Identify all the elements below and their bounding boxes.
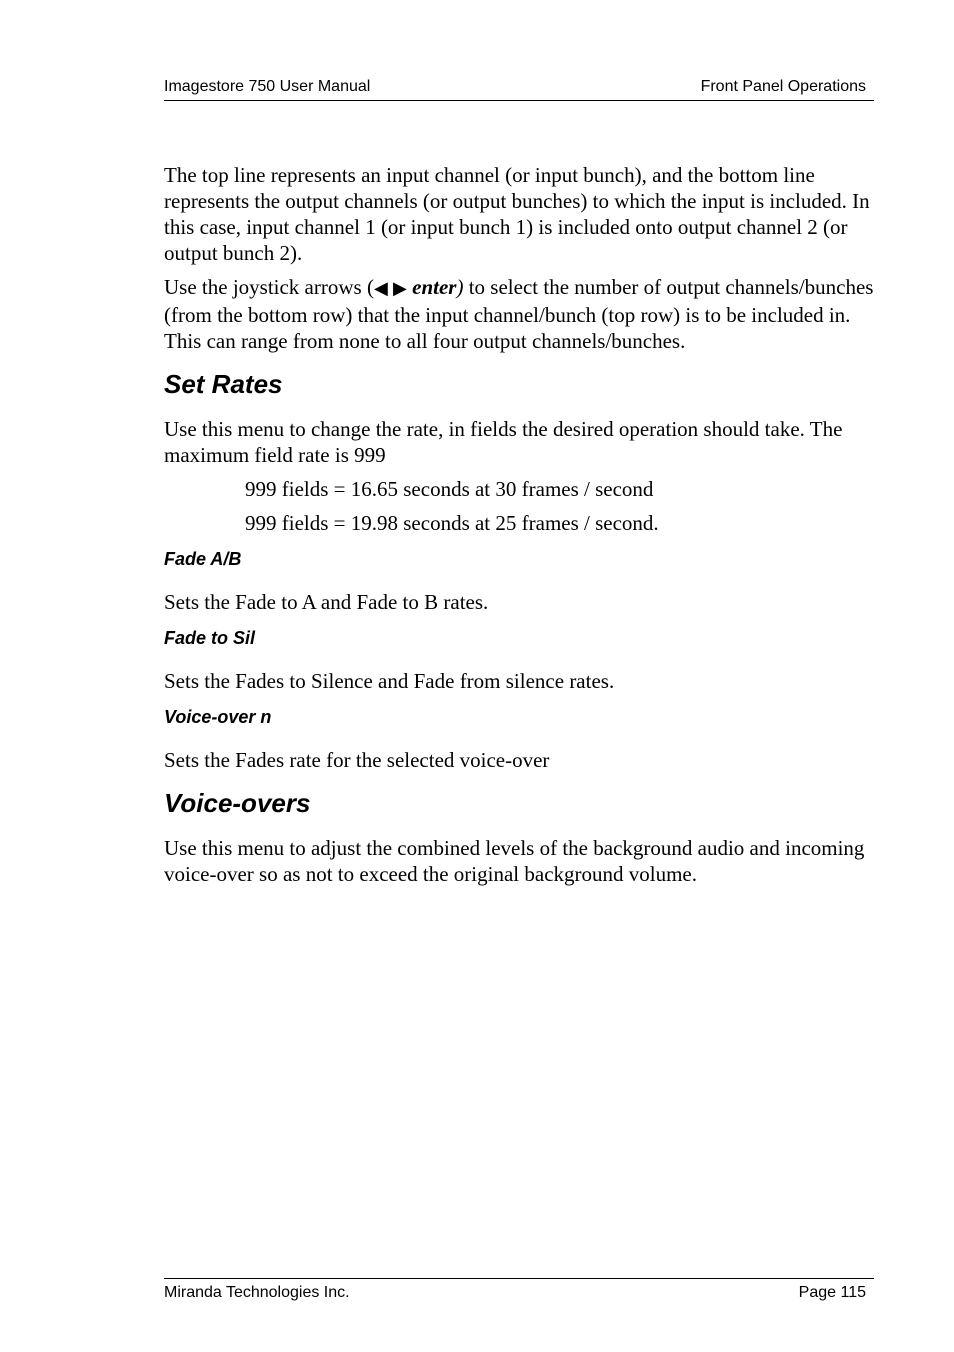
right-triangle-icon: ▶ [393, 278, 407, 299]
footer-company: Miranda Technologies Inc. [164, 1284, 350, 1301]
footer-page-number: Page 115 [798, 1284, 866, 1301]
set-rates-line-25fps: 999 fields = 19.98 seconds at 25 frames / second. [245, 511, 659, 535]
voice-over-n-text: Sets the Fades rate for the selected voice-over [164, 748, 550, 772]
left-triangle-icon: ◀ [373, 278, 388, 299]
enter-key-label: enter [412, 275, 457, 299]
joystick-close-paren: ) [456, 275, 464, 299]
joystick-paragraph [164, 274, 874, 354]
set-rates-line-30fps: 999 fields = 16.65 seconds at 30 frames / second [245, 477, 654, 501]
fade-to-sil-heading: Fade to Sil [164, 628, 256, 648]
intro-paragraph: The top line represents an input channel (or input bunch), and the bottom line represents the output channels (or output bunches) to which the input is included. In this case, input channel 1 (or input bunch 1) is included onto output channel 2 (or output bunch 2). [164, 163, 870, 265]
joystick-text-end: to select the number of output channels/bunches (from the bottom row) that the input channel/bunch (top row) is to be included in. This can range from none to all four output channels/bunches. [164, 275, 874, 353]
header-section: Front Panel Operations [700, 78, 866, 95]
voice-over-n-heading: Voice-over n [164, 707, 272, 727]
voice-overs-text: Use this menu to adjust the combined levels of the background audio and incoming voice-over so as not to exceed the original background volume. [164, 836, 865, 886]
fade-ab-heading: Fade A/B [164, 549, 242, 569]
joystick-text-start: Use the joystick arrows ( [164, 275, 374, 299]
set-rates-text: Use this menu to change the rate, in fields the desired operation should take. The maximum field rate is 999 [164, 417, 843, 467]
fade-to-sil-text: Sets the Fades to Silence and Fade from silence rates. [164, 669, 615, 693]
page-footer [164, 1278, 874, 1305]
page-body [164, 162, 874, 887]
page-header [164, 76, 874, 101]
header-title: Imagestore 750 User Manual [164, 78, 371, 95]
fade-ab-text: Sets the Fade to A and Fade to B rates. [164, 590, 489, 614]
set-rates-heading: Set Rates [164, 369, 283, 399]
voice-overs-heading: Voice-overs [164, 788, 311, 818]
